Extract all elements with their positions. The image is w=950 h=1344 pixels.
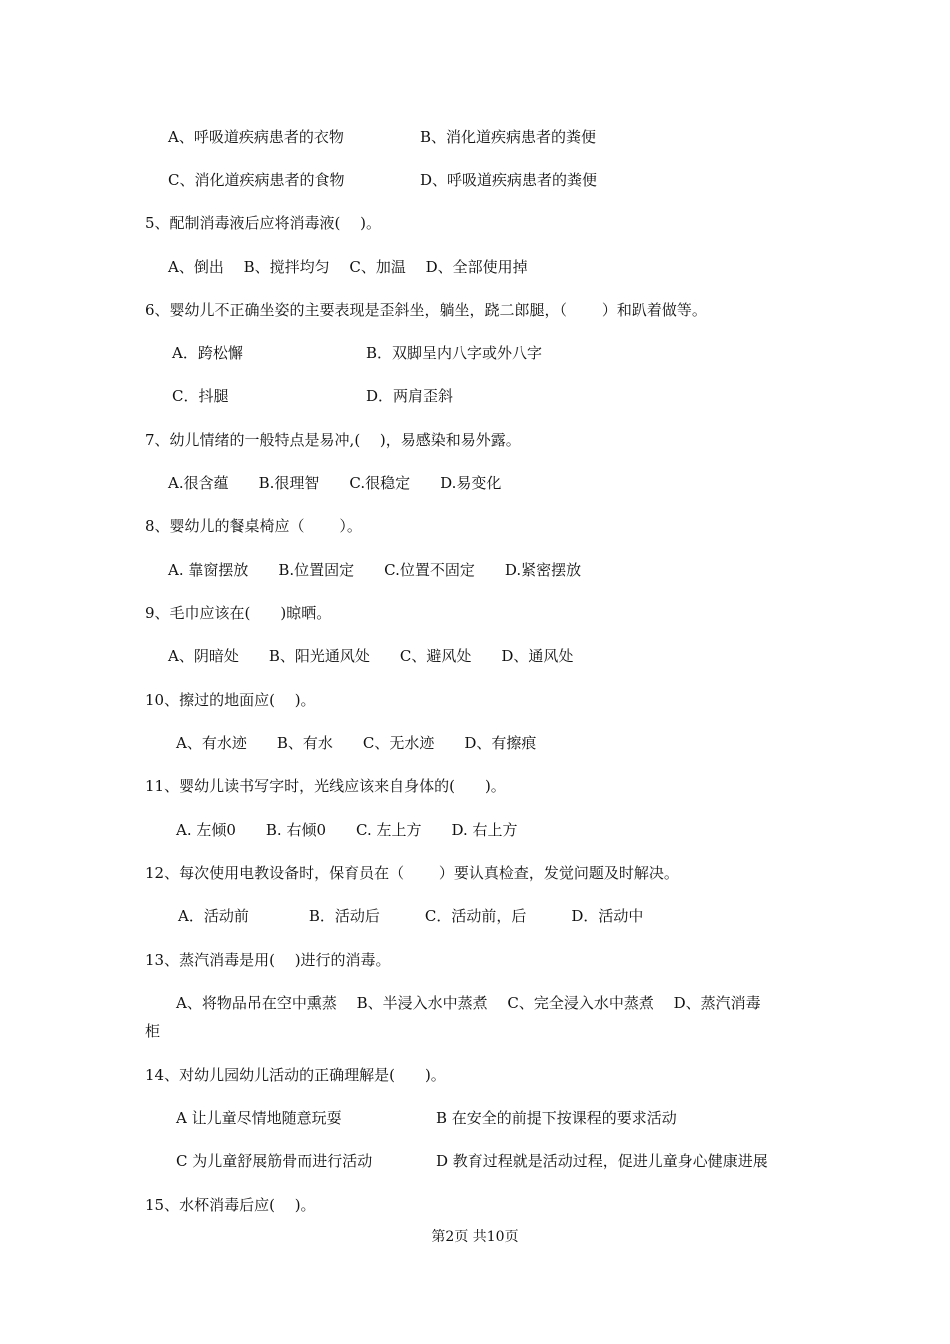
question-13: 13、蒸汽消毒是用( )进行的消毒。 xyxy=(145,951,391,969)
option-text: A、呼吸道疾病患者的衣物 xyxy=(168,128,344,146)
question-12: 12、每次使用电教设备时，保育员在（ ）要认真检查，发觉问题及时解决。 xyxy=(145,864,679,882)
question-8-options: A. 靠窗摆放 B.位置固定 C.位置不固定 D.紧密摆放 xyxy=(168,561,582,579)
option-text: B 在安全的前提下按课程的要求活动 xyxy=(436,1109,677,1127)
option-text: D．两肩歪斜 xyxy=(366,387,454,405)
question-13-options: A、将物品吊在空中熏蒸 B、半浸入水中蒸煮 C、完全浸入水中蒸煮 D、蒸汽消毒 xyxy=(176,994,761,1012)
option-text: B、消化道疾病患者的粪便 xyxy=(420,128,597,146)
question-13-options-wrap: 柜 xyxy=(145,1022,161,1040)
question-8: 8、婴幼儿的餐桌椅应（ ）。 xyxy=(145,517,362,535)
option-text: D 教育过程就是活动过程，促进儿童身心健康进展 xyxy=(436,1152,768,1170)
question-11-options: A. 左倾0 B. 右倾0 C. 左上方 D. 右上方 xyxy=(176,821,518,839)
option-text: A．跨松懈 xyxy=(172,344,243,362)
option-text: C．抖腿 xyxy=(172,387,229,405)
question-5-options: A、倒出 B、搅拌均匀 C、加温 D、全部使用掉 xyxy=(168,258,528,276)
option-text: C、消化道疾病患者的食物 xyxy=(168,171,345,189)
question-15: 15、水杯消毒后应( )。 xyxy=(145,1196,316,1214)
question-12-options: A．活动前 B．活动后 C．活动前，后 D．活动中 xyxy=(178,907,644,925)
question-7: 7、幼儿情绪的一般特点是易冲,( )，易感染和易外露。 xyxy=(145,431,521,449)
question-6: 6、婴幼儿不正确坐姿的主要表现是歪斜坐，躺坐，跷二郎腿，（ ）和趴着做等。 xyxy=(145,301,707,319)
question-10: 10、擦过的地面应( )。 xyxy=(145,691,316,709)
question-14: 14、对幼儿园幼儿活动的正确理解是( )。 xyxy=(145,1066,446,1084)
option-text: D、呼吸道疾病患者的粪便 xyxy=(420,171,598,189)
option-text: B．双脚呈内八字或外八字 xyxy=(366,344,543,362)
question-7-options: A.很含蕴 B.很理智 C.很稳定 D.易变化 xyxy=(168,474,502,492)
option-text: A 让儿童尽情地随意玩耍 xyxy=(176,1109,342,1127)
option-text: C 为儿童舒展筋骨而进行活动 xyxy=(176,1152,373,1170)
question-10-options: A、有水迹 B、有水 C、无水迹 D、有擦痕 xyxy=(176,734,537,752)
question-9: 9、毛巾应该在( )晾晒。 xyxy=(145,604,332,622)
question-9-options: A、阴暗处 B、阳光通风处 C、避风处 D、通风处 xyxy=(168,647,574,665)
page-footer: 第2页 共10页 xyxy=(431,1229,519,1245)
question-11: 11、婴幼儿读书写字时，光线应该来自身体的( )。 xyxy=(145,777,506,795)
question-5: 5、配制消毒液后应将消毒液( )。 xyxy=(145,214,382,232)
